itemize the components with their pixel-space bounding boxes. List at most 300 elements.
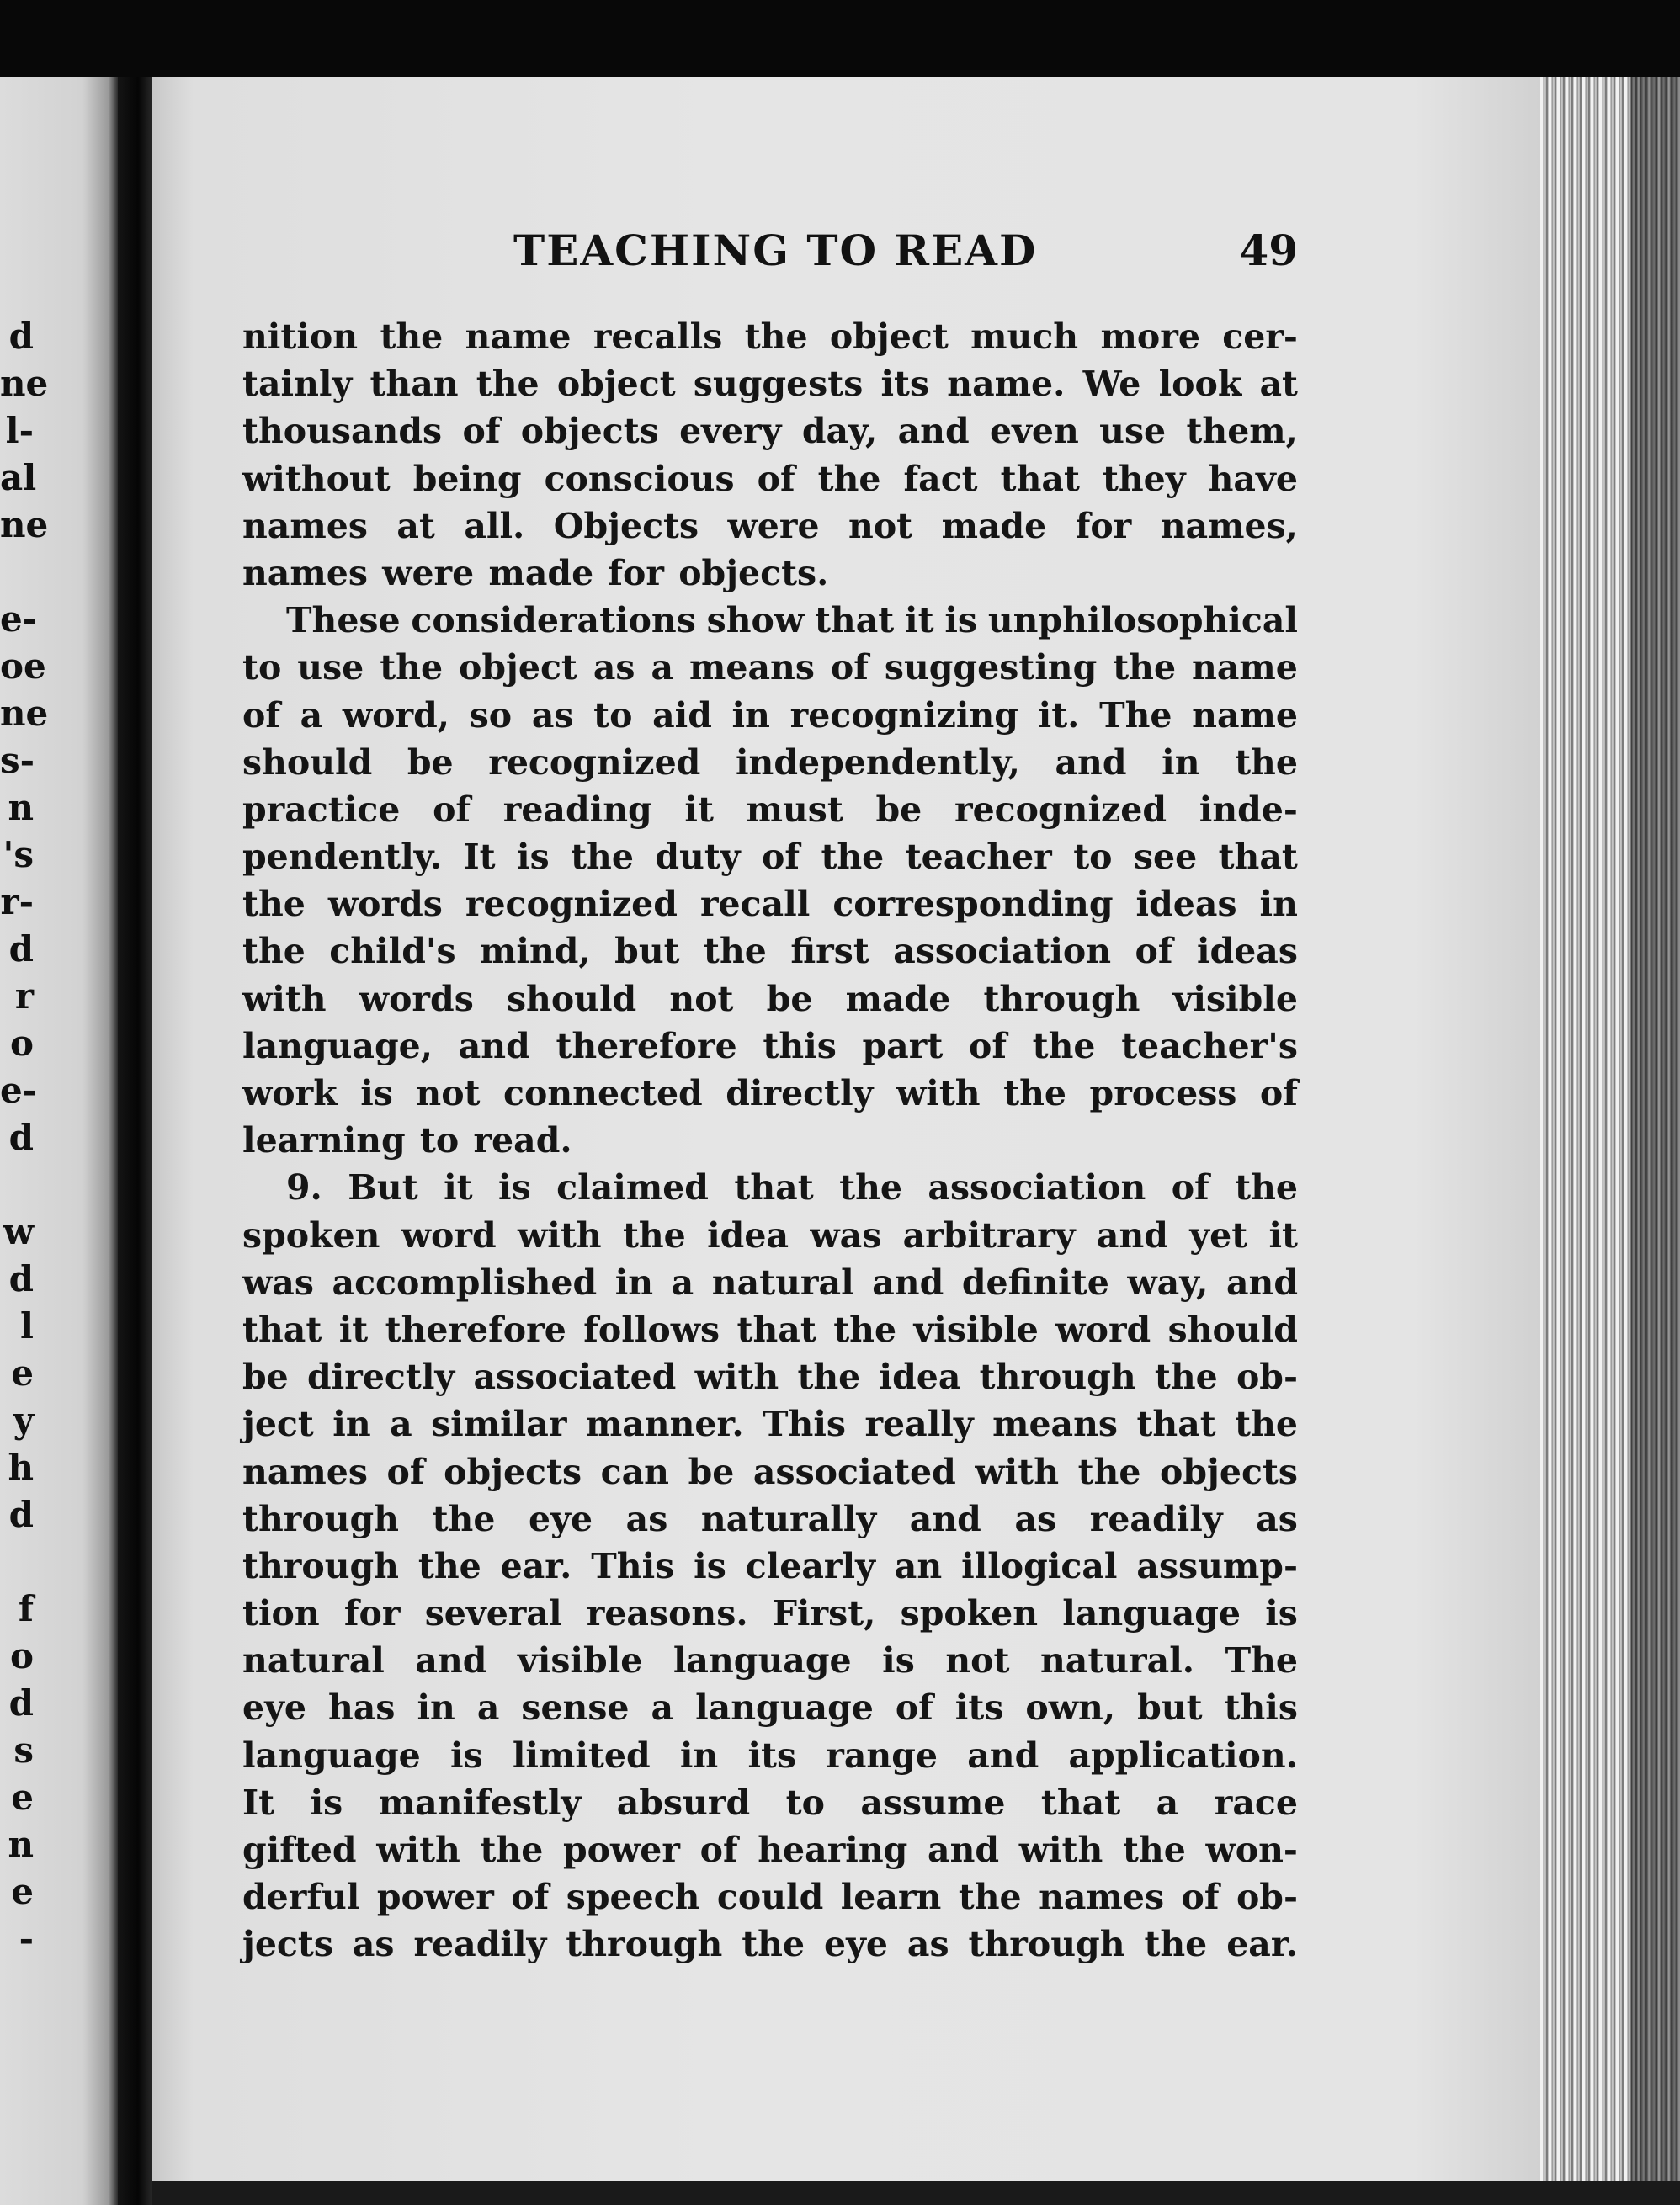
text-line — [242, 1496, 1298, 1543]
word: of — [386, 1451, 425, 1492]
word: use — [1099, 411, 1167, 452]
word: be — [242, 1357, 289, 1398]
text-line — [242, 407, 1298, 454]
word: without — [242, 458, 391, 499]
word: is — [944, 600, 978, 641]
word: limited — [512, 1735, 651, 1776]
word: is — [1265, 1593, 1298, 1634]
word: made — [845, 978, 951, 1019]
word: absurd — [616, 1782, 751, 1823]
word: objects — [444, 1451, 582, 1492]
word: language — [695, 1687, 874, 1729]
word: means — [992, 1404, 1119, 1445]
word: ear. — [1226, 1924, 1298, 1965]
word: is — [360, 1073, 393, 1113]
word: in — [332, 1404, 371, 1445]
word: the — [622, 1214, 686, 1256]
word: These — [286, 600, 401, 641]
text-line — [242, 550, 1298, 597]
word: First, — [772, 1593, 876, 1634]
text-line — [242, 1590, 1298, 1637]
word: it — [684, 789, 714, 830]
word: the — [1235, 741, 1298, 783]
word: with — [376, 1830, 460, 1870]
word: the — [744, 316, 808, 357]
word: won- — [1205, 1830, 1298, 1870]
word: practice — [242, 789, 401, 830]
text-line — [242, 1873, 1298, 1921]
facing-page-fragment: d — [8, 1258, 34, 1299]
facing-page-fragment: ne — [0, 363, 49, 404]
word: pendently. — [242, 837, 443, 878]
word: tion — [242, 1593, 320, 1634]
word: of — [1181, 1877, 1220, 1918]
word: made — [488, 552, 594, 593]
word: application. — [1068, 1735, 1298, 1776]
word: an — [894, 1545, 943, 1586]
word: see — [1133, 837, 1198, 878]
word: really — [864, 1404, 974, 1445]
word: objects — [520, 411, 659, 452]
word: independently, — [735, 741, 1020, 783]
word: teacher's — [1121, 1025, 1298, 1066]
word: that — [734, 1167, 814, 1209]
word: of — [762, 837, 800, 878]
word: but — [614, 931, 680, 972]
book-gutter — [118, 77, 152, 2205]
word: range — [826, 1735, 938, 1776]
word: It — [463, 837, 496, 878]
word: should — [506, 978, 637, 1019]
facing-page-fragment: e- — [0, 598, 38, 640]
word: assume — [860, 1782, 1006, 1823]
word: the — [1077, 1451, 1141, 1492]
facing-page-fragment: d — [8, 1117, 34, 1158]
word: names, — [1160, 505, 1298, 546]
facing-page-fragment: - — [19, 1918, 34, 1959]
facing-page-fragment: d — [8, 1494, 34, 1535]
word: child's — [329, 931, 456, 972]
word: ob- — [1236, 1357, 1298, 1398]
word: readily — [1089, 1498, 1223, 1539]
text-line — [242, 1637, 1298, 1684]
word: own, — [1025, 1687, 1116, 1729]
facing-page-fragment: e — [11, 1777, 34, 1818]
word: were — [727, 505, 820, 546]
word: made — [941, 505, 1047, 546]
word: to — [785, 1782, 825, 1823]
text-line — [242, 1826, 1298, 1873]
word: for — [608, 552, 664, 593]
page-edges-stack — [1540, 77, 1680, 2205]
word: every — [679, 411, 782, 452]
facing-page-fragment: y — [13, 1400, 34, 1441]
word: is — [310, 1782, 343, 1823]
word: natural — [711, 1262, 854, 1303]
facing-page-fragment: r- — [0, 881, 34, 922]
word: language — [242, 1735, 421, 1776]
word: as — [352, 1924, 395, 1965]
word: to — [593, 694, 633, 736]
facing-page-fragment: r — [14, 975, 34, 1017]
word: with — [694, 1357, 779, 1398]
text-line — [242, 1543, 1298, 1590]
word: that — [814, 600, 895, 641]
word: must — [746, 789, 843, 830]
word: through — [566, 1924, 723, 1965]
word: reasons. — [586, 1593, 748, 1634]
word: manifestly — [378, 1782, 582, 1823]
word: is — [517, 837, 550, 878]
word: and — [872, 1262, 944, 1303]
word: name — [1192, 647, 1298, 688]
word: the — [480, 1830, 544, 1870]
word: as — [1014, 1498, 1057, 1539]
word: that — [1136, 1404, 1216, 1445]
text-line — [242, 1259, 1298, 1306]
word: is — [449, 1735, 483, 1776]
word: the — [1032, 1025, 1096, 1066]
running-header — [242, 226, 1298, 284]
word: the — [817, 458, 881, 499]
word: its — [954, 1687, 1004, 1729]
text-line — [242, 692, 1298, 739]
facing-page-fragment: d — [8, 928, 34, 970]
word: as — [531, 694, 574, 736]
word: follows — [583, 1309, 720, 1350]
word: learning — [242, 1120, 406, 1161]
word: is — [498, 1167, 531, 1209]
word: was — [242, 1262, 314, 1303]
word: that — [1218, 837, 1298, 878]
facing-page-fragment: d — [8, 316, 34, 357]
word: ob- — [1236, 1877, 1298, 1918]
word: names — [242, 552, 368, 593]
word: the — [432, 1498, 496, 1539]
word: and — [458, 1025, 530, 1066]
text-line — [242, 1400, 1298, 1448]
running-title: TEACHING TO READ — [513, 226, 1038, 275]
facing-page-fragment: ne — [0, 693, 49, 734]
word: with — [896, 1073, 981, 1113]
word: arbitrary — [902, 1214, 1076, 1256]
word: ideas — [1135, 884, 1237, 925]
word: corresponding — [832, 884, 1114, 925]
word: name — [465, 316, 572, 357]
scan-top-border — [0, 0, 1680, 77]
word: than — [369, 364, 459, 405]
word: associated — [752, 1451, 956, 1492]
word: all. — [464, 505, 525, 546]
text-line — [242, 1117, 1298, 1164]
word: and — [909, 1498, 981, 1539]
word: visible — [1172, 978, 1298, 1019]
word: object — [459, 647, 577, 688]
word: mind, — [479, 931, 591, 972]
word: names — [242, 505, 368, 546]
word: power — [562, 1830, 680, 1870]
word: means — [689, 647, 815, 688]
word: with — [1018, 1830, 1103, 1870]
word: for — [343, 1593, 401, 1634]
word: duty — [655, 837, 741, 878]
word: not — [416, 1073, 481, 1113]
word: part — [862, 1025, 944, 1066]
word: learn — [840, 1877, 942, 1918]
word: be — [766, 978, 813, 1019]
word: objects. — [678, 552, 829, 593]
word: jects — [242, 1924, 333, 1965]
word: a — [671, 1262, 694, 1303]
text-line — [242, 1732, 1298, 1779]
word: with — [242, 978, 327, 1019]
word: be — [407, 741, 454, 783]
word: of — [242, 694, 280, 736]
word: of — [1135, 931, 1173, 972]
word: read. — [473, 1120, 572, 1161]
word: should — [242, 741, 373, 783]
body-text — [242, 313, 1298, 1969]
word: conscious — [544, 458, 735, 499]
word: accomplished — [332, 1262, 598, 1303]
word: it — [338, 1309, 369, 1350]
word: it — [905, 600, 934, 641]
word: thousands — [242, 411, 443, 452]
word: claimed — [556, 1167, 709, 1209]
word: Objects — [553, 505, 699, 546]
word: more — [1100, 316, 1200, 357]
word: being — [412, 458, 522, 499]
text-line — [242, 1023, 1298, 1070]
word: several — [424, 1593, 562, 1634]
word: words — [359, 978, 474, 1019]
word: through — [979, 1357, 1136, 1398]
word: were — [382, 552, 475, 593]
word: word — [401, 1214, 497, 1256]
word: a — [651, 647, 674, 688]
word: similar — [431, 1404, 567, 1445]
word: teacher — [905, 837, 1052, 878]
word: not — [945, 1640, 1010, 1682]
word: language — [1062, 1593, 1241, 1634]
word: 9. — [286, 1167, 322, 1209]
word: the — [380, 316, 444, 357]
text-line — [242, 1921, 1298, 1968]
word: fact — [903, 458, 978, 499]
word: and — [415, 1640, 487, 1682]
text-line — [242, 502, 1298, 550]
word: as — [593, 647, 635, 688]
text-line — [242, 597, 1298, 644]
facing-page-fragment: l — [20, 1305, 34, 1347]
word: so — [469, 694, 513, 736]
word: not — [848, 505, 913, 546]
word: cer- — [1222, 316, 1298, 357]
word: the — [797, 1357, 861, 1398]
word: in — [417, 1687, 455, 1729]
word: of — [1171, 1167, 1209, 1209]
word: can — [600, 1451, 669, 1492]
word: as — [625, 1498, 668, 1539]
word: with — [517, 1214, 602, 1256]
facing-page-fragment: n — [8, 1824, 34, 1865]
word: natural. — [1039, 1640, 1195, 1682]
word: assump- — [1136, 1545, 1298, 1586]
word: the — [704, 931, 767, 972]
word: in — [1259, 884, 1298, 925]
text-line — [242, 1164, 1298, 1211]
word: a — [476, 1687, 500, 1729]
word: it. — [1038, 694, 1080, 736]
word: the — [1235, 1404, 1298, 1445]
facing-page-fragment: f — [18, 1588, 34, 1629]
word: its — [880, 364, 930, 405]
word: illogical — [961, 1545, 1118, 1586]
word: manner. — [585, 1404, 744, 1445]
word: We — [1082, 364, 1141, 405]
word: idea — [879, 1357, 961, 1398]
word: speech — [566, 1877, 700, 1918]
facing-page-fragment: s- — [0, 740, 35, 781]
word: to — [242, 647, 282, 688]
word: reading — [502, 789, 652, 830]
text-line — [242, 1353, 1298, 1400]
word: and — [928, 1830, 1000, 1870]
word: this — [1224, 1687, 1298, 1729]
word: power — [376, 1877, 494, 1918]
word: therefore — [556, 1025, 737, 1066]
word: association — [893, 931, 1112, 972]
word: language — [673, 1640, 852, 1682]
word: with — [975, 1451, 1060, 1492]
word: recalls — [593, 316, 723, 357]
word: the — [839, 1167, 902, 1209]
word: directly — [726, 1073, 874, 1113]
word: therefore — [385, 1309, 566, 1350]
word: eye — [529, 1498, 593, 1539]
word: a — [390, 1404, 412, 1445]
word: it — [1268, 1214, 1298, 1256]
word: the — [1144, 1924, 1208, 1965]
word: aid — [652, 694, 712, 736]
facing-page-fragment: n — [8, 787, 34, 828]
word: that — [242, 1309, 322, 1350]
word: for — [1075, 505, 1132, 546]
word: a — [651, 1687, 674, 1729]
word: them, — [1186, 411, 1298, 452]
word: visible — [913, 1309, 1039, 1350]
word: as — [1256, 1498, 1298, 1539]
word: of — [433, 789, 471, 830]
word: of — [1259, 1073, 1298, 1113]
word: look — [1158, 364, 1242, 405]
word: of — [895, 1687, 933, 1729]
word: The — [1099, 694, 1172, 736]
word: readily — [413, 1924, 547, 1965]
word: the — [242, 884, 306, 925]
word: of — [699, 1830, 738, 1870]
word: could — [716, 1877, 824, 1918]
word: name. — [947, 364, 1066, 405]
word: sense — [521, 1687, 630, 1729]
word: gifted — [242, 1830, 357, 1870]
word: idea — [707, 1214, 789, 1256]
word: unphilosophical — [987, 600, 1298, 641]
word: recognized — [954, 789, 1167, 830]
word: of — [757, 458, 795, 499]
word: is — [694, 1545, 726, 1586]
word: association — [928, 1167, 1146, 1209]
word: not — [669, 978, 734, 1019]
word: through — [983, 978, 1140, 1019]
word: that — [1040, 1782, 1121, 1823]
text-line — [242, 313, 1298, 360]
word: this — [763, 1025, 837, 1066]
facing-page-fragment — [0, 549, 34, 596]
word: day, — [801, 411, 878, 452]
word: ject — [242, 1404, 314, 1445]
facing-page-fragment: h — [8, 1447, 34, 1488]
facing-page-fragment: o — [9, 1023, 34, 1064]
word: visible — [517, 1640, 643, 1682]
text-line — [242, 1212, 1298, 1259]
word: names — [1039, 1877, 1165, 1918]
facing-page-fragment: w — [3, 1211, 34, 1252]
facing-page-fragment: l- — [5, 410, 34, 451]
word: to — [1073, 837, 1113, 878]
word: first — [790, 931, 869, 972]
word: that — [1000, 458, 1080, 499]
word: words — [327, 884, 443, 925]
text-line — [242, 1306, 1298, 1353]
word: recognizing — [789, 694, 1018, 736]
text-line — [242, 880, 1298, 927]
word: the — [1003, 1073, 1066, 1113]
word: name — [1192, 694, 1298, 736]
word: way, — [1127, 1262, 1209, 1303]
facing-page-fragment: al — [0, 457, 37, 498]
word: have — [1208, 458, 1298, 499]
word: and — [897, 411, 970, 452]
text-line — [242, 1448, 1298, 1496]
word: definite — [961, 1262, 1109, 1303]
word: naturally — [700, 1498, 877, 1539]
word: nition — [242, 316, 359, 357]
text-line — [242, 360, 1298, 407]
scan-bottom-border — [152, 2181, 1680, 2205]
facing-page-fragment: e — [11, 1871, 34, 1912]
text-line — [242, 927, 1298, 975]
word: But — [348, 1167, 418, 1209]
word: the — [833, 1309, 897, 1350]
word: of — [462, 411, 501, 452]
word: the — [1122, 1830, 1186, 1870]
word: the — [380, 647, 444, 688]
word: language, — [242, 1025, 433, 1066]
word: use — [297, 647, 364, 688]
word: even — [989, 411, 1079, 452]
word: be — [688, 1451, 735, 1492]
word: ear. — [500, 1545, 572, 1586]
facing-page-fragment — [0, 1161, 34, 1209]
word: the — [958, 1877, 1022, 1918]
facing-page-fragment: 's — [3, 834, 34, 875]
word: and — [1225, 1262, 1298, 1303]
page-number: 49 — [1239, 226, 1298, 275]
word: was — [810, 1214, 882, 1256]
word: the — [242, 931, 306, 972]
word: eye — [242, 1687, 306, 1729]
